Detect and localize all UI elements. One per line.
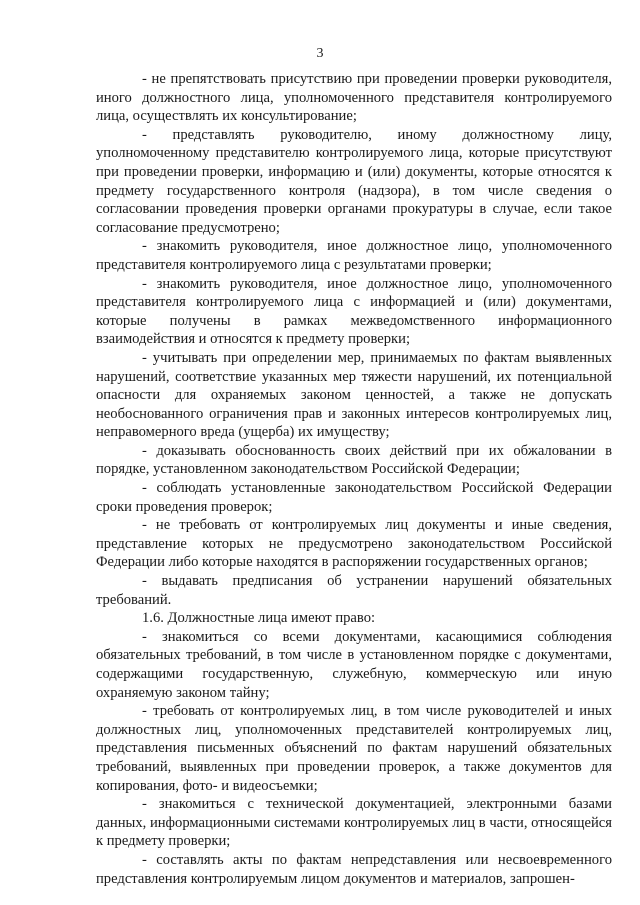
paragraph-interagency-documents: - знакомить руководителя, иное должностное лицо, уполномоченного представителя контролируемого лица с информацией и (или) документами, которые получены в рамках межведомственного информационного взаимодействия и относятся к предмету проверки; [96,275,612,348]
paragraph-presence-consulting: - не препятствовать присутствию при проведении проверки руководителя, иного должностного лица, уполномоченного представителя контролируемого лица, осуществлять их консультирование; [96,71,612,125]
paragraph-issue-orders: - выдавать предписания об устранении нарушений обязательных требований. [96,573,612,608]
paragraph-no-extra-documents: - не требовать от контролируемых лиц документы и иные сведения, представление которых не предусмотрено законодательством Российской Федерации либо которые находятся в распоряжении государственных органов; [96,517,612,571]
paragraph-require-explanations: - требовать от контролируемых лиц, в том числе руководителей и иных должностных лиц, уполномоченных представителей контролируемых лиц, представления письменных объяснений по фактам нарушений обязательных требований, выявленных при проведении проверок, а также документов для копирования, фото- и видеосъемки; [96,703,612,794]
document-body [96,70,612,888]
paragraph-review-documents: - знакомиться со всеми документами, касающимися соблюдения обязательных требований, в том числе в установленном порядке с документами, содержащими государственную, служебную, коммерческую или иную охраняемую законом тайну; [96,628,612,701]
paragraph-technical-documentation: - знакомиться с технической документацией, электронными базами данных, информационными системами контролируемых лиц в части, относящейся к предмету проверки; [96,796,612,850]
page-number: 3 [316,46,324,61]
paragraph-provide-information: - представлять руководителю, иному должностному лицу, уполномоченному представителю контролируемого лица, которые присутствуют при проведении проверки, информацию и (или) документы, которые относятся к предмету государственного контроля (надзора), в том числе сведения о согласовании проведения проверки органами прокуратуры в случае, если такое согласование предусмотрено; [96,126,612,236]
paragraph-inspection-deadlines: - соблюдать установленные законодательством Российской Федерации сроки проведения проверок; [96,480,612,515]
paragraph-proportionate-measures: - учитывать при определении мер, принимаемых по фактам выявленных нарушений, соответствие указанных мер тяжести нарушений, их потенциальной опасности для охраняемых законом ценностей, а также не допускать необоснованного ограничения прав и законных интересов контролируемых лиц, неправомерного вреда (ущерба) их имуществу; [96,349,612,441]
paragraph-draw-up-acts: - составлять акты по фактам непредставления или несвоевременного представления контролируемым лицом документов и материалов, запрошен- [96,851,612,887]
paragraph-inform-results: - знакомить руководителя, иное должностное лицо, уполномоченного представителя контролируемого лица с результатами проверки; [96,238,612,273]
paragraph-justify-actions: - доказывать обоснованность своих действий при их обжаловании в порядке, установленном законодательством Российской Федерации; [96,442,612,478]
section-heading-rights: 1.6. Должностные лица имеют право: [142,610,376,627]
